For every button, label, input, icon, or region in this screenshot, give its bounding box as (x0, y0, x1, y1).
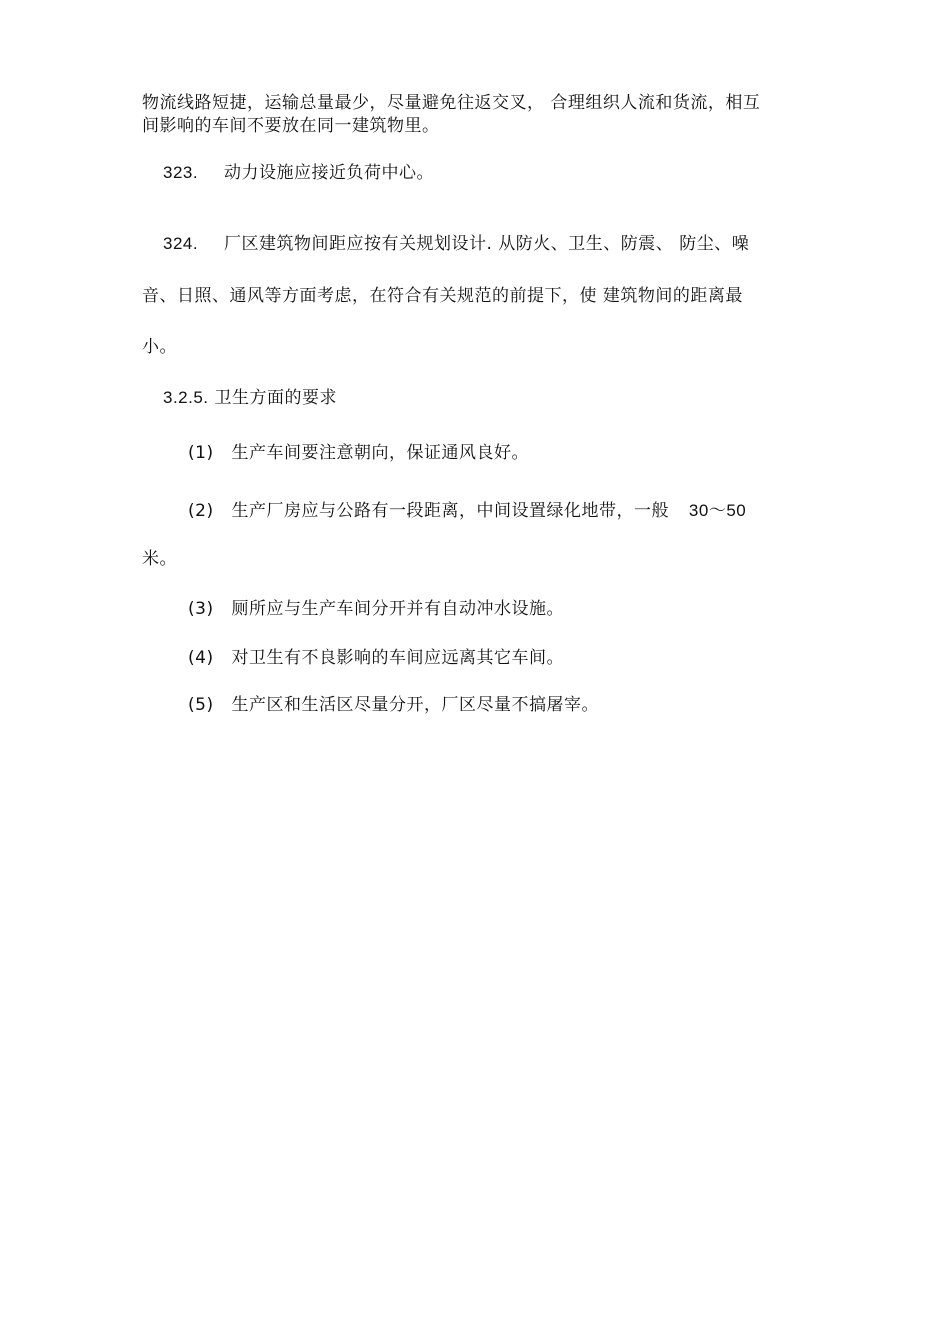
list-item-3 (188, 598, 564, 620)
section-325-heading (163, 387, 337, 409)
list-item-2 (188, 500, 746, 522)
item-324-number: 324. (163, 234, 199, 253)
item-323-number: 323. (163, 163, 199, 182)
item-323-text: 动力设施应接近负荷中心。 (224, 163, 434, 183)
item-324-line-1 (163, 233, 749, 255)
item-324-line-2: 音、日照、通风等方面考虑，在符合有关规范的前提下，使 建筑物间的距离最 (142, 286, 743, 306)
list-item-5-text: 生产区和生活区尽量分开，厂区尽量不搞屠宰。 (231, 695, 599, 715)
list-item-4-text: 对卫生有不良影响的车间应远离其它车间。 (231, 648, 564, 668)
list-item-2-value: 30～50 (688, 501, 747, 520)
list-item-4 (188, 647, 564, 669)
list-item-4-marker: (4) (188, 648, 214, 668)
item-323 (163, 162, 434, 184)
list-item-1 (188, 442, 529, 464)
item-324-line-3: 小。 (142, 337, 177, 357)
list-item-1-marker: (1) (188, 443, 214, 463)
section-325-title: 卫生方面的要求 (214, 388, 337, 408)
list-item-3-text: 厕所应与生产车间分开并有自动冲水设施。 (231, 599, 564, 619)
list-item-5 (188, 694, 599, 716)
section-325-number: 3.2.5. (163, 388, 209, 407)
list-item-2-marker: (2) (188, 501, 214, 521)
list-item-1-text: 生产车间要注意朝向，保证通风良好。 (231, 443, 529, 463)
item-324-text-1: 厂区建筑物间距应按有关规划设计. 从防火、卫生、防震、 防尘、噪 (224, 234, 750, 254)
intro-line-1: 物流线路短捷，运输总量最少，尽量避免往返交叉， 合理组织人流和货流，相互 (142, 93, 761, 113)
list-item-2-text: 生产厂房应与公路有一段距离，中间设置绿化地带，一般 (231, 501, 669, 521)
list-item-2-continuation: 米。 (142, 549, 177, 569)
list-item-3-marker: (3) (188, 599, 214, 619)
list-item-5-marker: (5) (188, 695, 214, 715)
intro-line-2: 间影响的车间不要放在同一建筑物里。 (142, 116, 440, 136)
